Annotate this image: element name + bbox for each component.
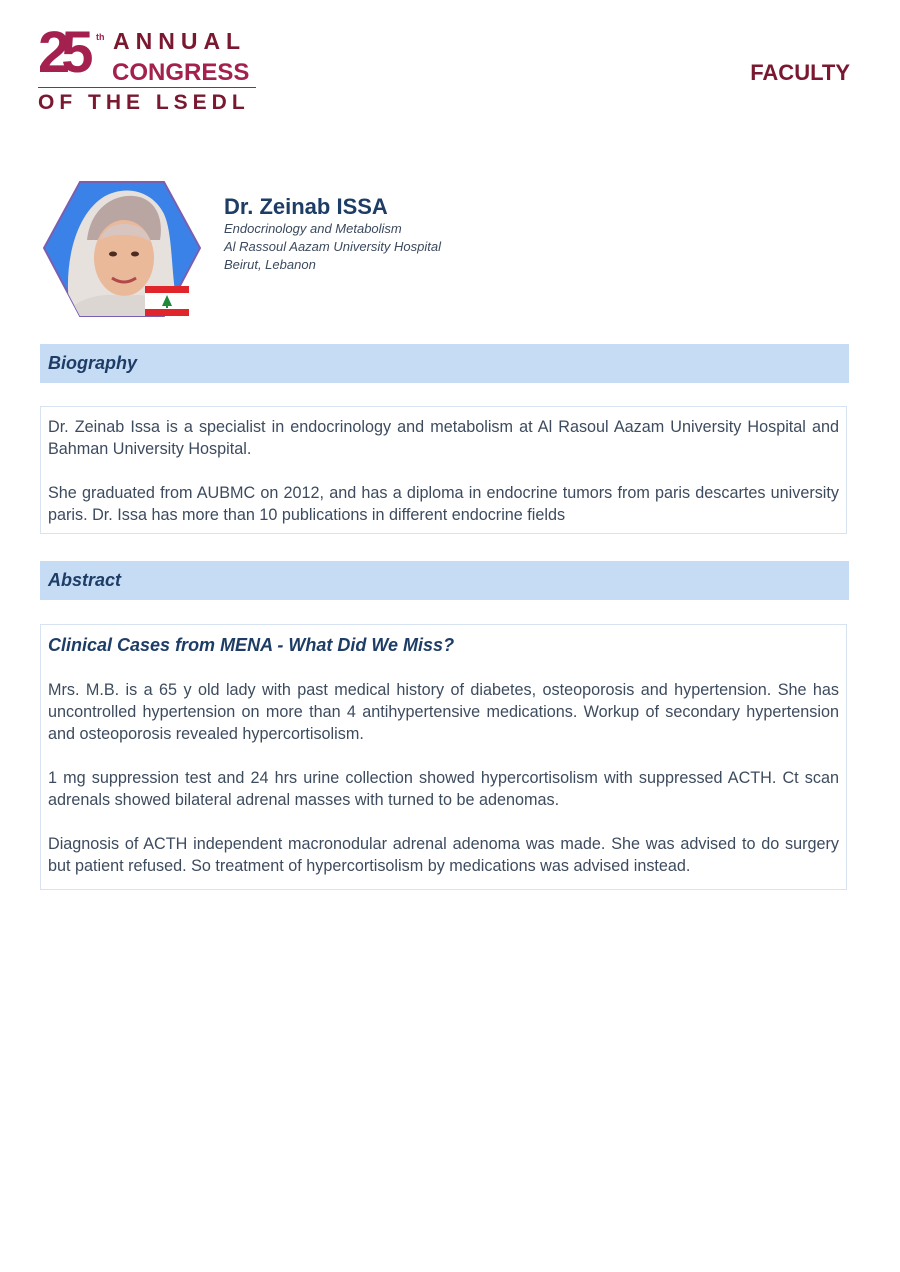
biography-paragraph: She graduated from AUBMC on 2012, and has a diploma in endocrine tumors from paris descartes university paris. Dr. Issa has more than 10 publications in different endocrine fields — [48, 484, 839, 524]
speaker-hospital: Al Rassoul Aazam University Hospital — [224, 239, 441, 254]
biography-box — [40, 406, 847, 534]
abstract-box — [40, 624, 847, 890]
abstract-title: Clinical Cases from MENA - What Did We Miss? — [48, 635, 455, 655]
speaker-avatar — [42, 180, 202, 320]
logo-line-congress: CONGRESS — [112, 59, 250, 86]
biography-paragraph: Dr. Zeinab Issa is a specialist in endocrinology and metabolism at Al Rasoul Aazam University Hospital and Bahman University Hospital. — [48, 418, 839, 458]
congress-logo — [38, 20, 263, 116]
logo-line-annual: ANNUAL — [113, 28, 247, 54]
biography-header — [40, 344, 849, 383]
abstract-paragraph: Mrs. M.B. is a 65 y old lady with past medical history of diabetes, osteoporosis and hypertension. She has uncontrolled hypertension on more than 4 antihypertensive medications. Workup of secondary hypertension and osteoporosis revealed hypercortisolism. — [48, 681, 839, 743]
abstract-paragraph: Diagnosis of ACTH independent macronodular adrenal adenoma was made. She was advised to do surgery but patient refused. So treatment of hypercortisolism by medications was advised instead. — [48, 835, 839, 875]
logo-divider — [38, 87, 256, 88]
speaker-location: Beirut, Lebanon — [224, 257, 316, 272]
logo-ordinal: th — [96, 32, 105, 42]
logo-number: 25 — [38, 20, 85, 85]
speaker-name: Dr. Zeinab ISSA — [224, 194, 388, 219]
section-label-faculty: FACULTY — [750, 60, 850, 85]
speaker-specialty: Endocrinology and Metabolism — [224, 221, 402, 236]
abstract-paragraph: 1 mg suppression test and 24 hrs urine collection showed hypercortisolism with suppressed ACTH. Ct scan adrenals showed bilateral adrenal masses with turned to be adenomas. — [48, 769, 839, 809]
logo-line-lsedl: OF THE LSEDL — [38, 91, 250, 114]
abstract-header — [40, 561, 849, 600]
lebanon-flag-icon — [145, 286, 189, 316]
abstract-heading: Abstract — [48, 570, 122, 590]
biography-heading: Biography — [48, 353, 138, 373]
